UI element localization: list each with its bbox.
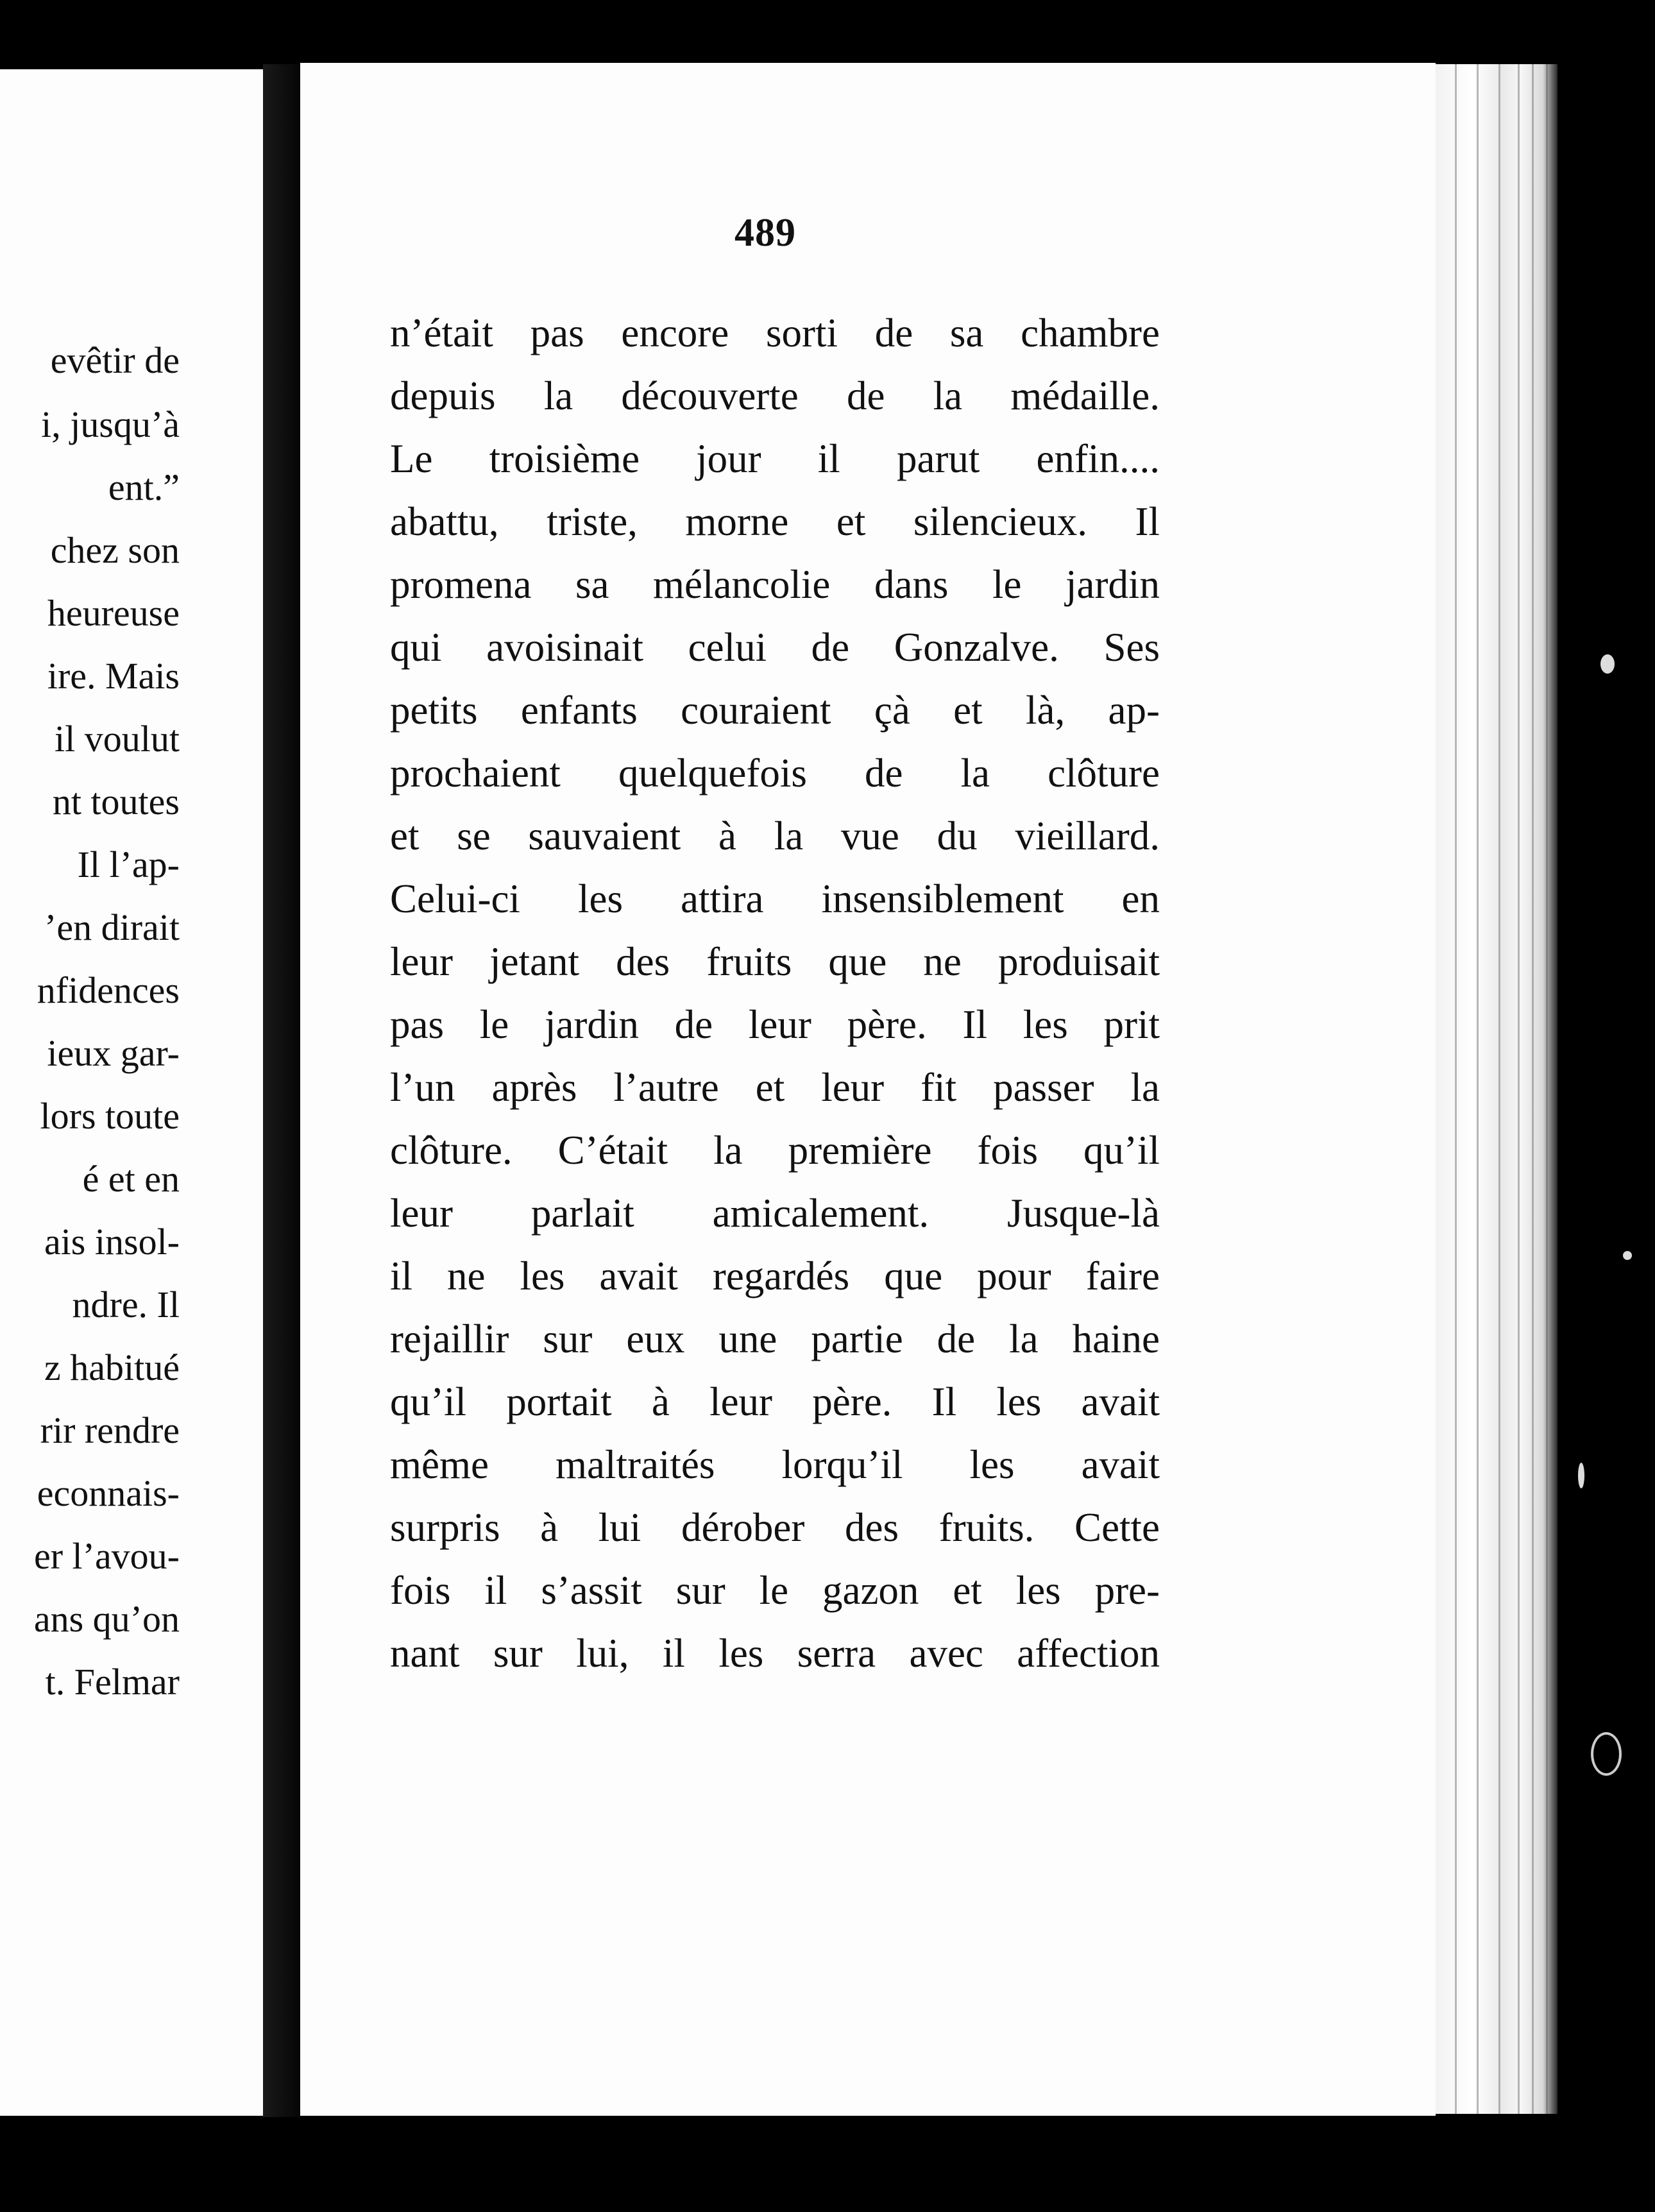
- text-line: leur parlait amicalement. Jusque-là: [390, 1191, 1160, 1236]
- scan-speck: [1578, 1463, 1584, 1488]
- text-line: clôture. C’était la première fois qu’il: [390, 1128, 1160, 1173]
- left-page-line: ’en dirait: [44, 906, 180, 948]
- text-line: promena sa mélancolie dans le jardin: [390, 562, 1160, 607]
- left-page-line: ais insol-: [44, 1221, 180, 1263]
- left-page-line: il voulut: [55, 718, 180, 760]
- text-line: qu’il portait à leur père. Il les avait: [390, 1379, 1160, 1424]
- text-line: prochaient quelquefois de la clôture: [390, 751, 1160, 795]
- left-page-line: i, jusqu’à: [41, 404, 180, 445]
- left-page-line: ieux gar-: [47, 1032, 180, 1074]
- text-line: pas le jardin de leur père. Il les prit: [390, 1002, 1160, 1047]
- scan-speck: [1623, 1251, 1632, 1260]
- text-line: petits enfants couraient çà et là, ap-: [390, 688, 1160, 733]
- text-line: leur jetant des fruits que ne produisait: [390, 939, 1160, 984]
- left-page-line: nfidences: [37, 969, 180, 1011]
- text-line: abattu, triste, morne et silencieux. Il: [390, 499, 1160, 544]
- text-line: fois il s’assit sur le gazon et les pre-: [390, 1568, 1160, 1613]
- text-line: qui avoisinait celui de Gonzalve. Ses: [390, 625, 1160, 670]
- text-line: depuis la découverte de la médaille.: [390, 373, 1160, 418]
- text-line: n’était pas encore sorti de sa chambre: [390, 311, 1160, 355]
- left-page-line: é et en: [82, 1158, 180, 1200]
- left-page-line: evêtir de: [50, 339, 180, 381]
- left-page-line: ire. Mais: [47, 655, 180, 697]
- left-page-line: econnais-: [37, 1472, 180, 1514]
- text-line: Le troisième jour il parut enfin....: [390, 436, 1160, 481]
- text-line: nant sur lui, il les serra avec affection: [390, 1631, 1160, 1676]
- scan-speck: [1591, 1732, 1622, 1776]
- left-page-line: Il l’ap-: [77, 844, 180, 885]
- text-line: l’un après l’autre et leur fit passer la: [390, 1065, 1160, 1110]
- left-page-line: t. Felmar: [45, 1661, 180, 1703]
- previous-page: [0, 69, 263, 2116]
- text-line: et se sauvaient à la vue du vieillard.: [390, 813, 1160, 858]
- left-page-line: heureuse: [47, 592, 180, 634]
- text-line: rejaillir sur eux une partie de la haine: [390, 1316, 1160, 1361]
- scan-speck: [1600, 654, 1615, 674]
- text-line: surpris à lui dérober des fruits. Cette: [390, 1505, 1160, 1550]
- left-page-line: z habitué: [44, 1347, 180, 1388]
- text-line: même maltraités lorqu’il les avait: [390, 1442, 1160, 1487]
- left-page-line: nt toutes: [52, 781, 180, 822]
- text-line: il ne les avait regardés que pour faire: [390, 1254, 1160, 1298]
- page-edge-fore-edge: [1436, 64, 1557, 2114]
- left-page-line: ent.”: [108, 466, 180, 508]
- left-page-line: lors toute: [40, 1095, 180, 1137]
- left-page-line: ndre. Il: [72, 1284, 180, 1325]
- left-page-line: er l’avou-: [33, 1535, 180, 1577]
- left-page-line: rir rendre: [40, 1409, 180, 1451]
- left-page-line: ans qu’on: [33, 1598, 180, 1640]
- page-number: 489: [734, 211, 796, 255]
- book-gutter: [263, 64, 301, 2117]
- text-line: Celui-ci les attira insensiblement en: [390, 876, 1160, 921]
- left-page-line: chez son: [50, 529, 180, 571]
